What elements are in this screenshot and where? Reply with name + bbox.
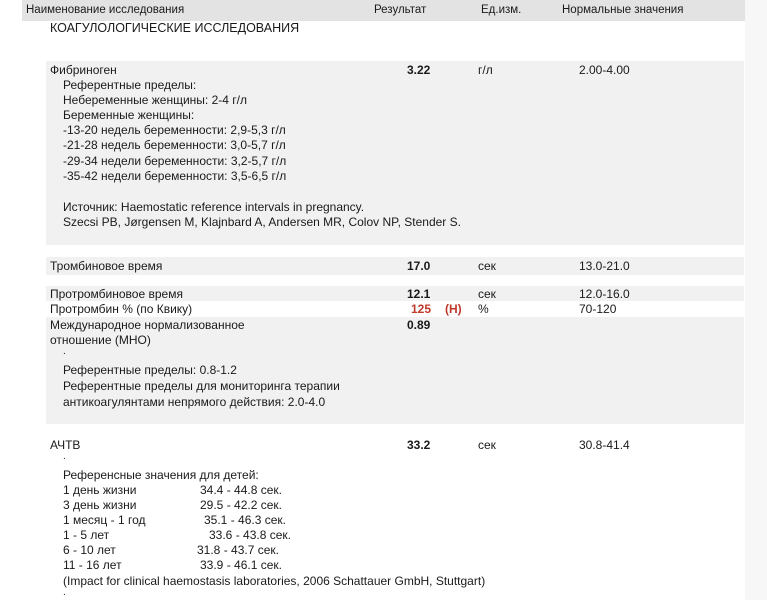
fibrinogen-note: Беременные женщины:: [63, 108, 195, 122]
aptt-norm: 30.8-41.4: [579, 438, 630, 452]
prothrombin-pct-name: Протромбин % (по Квику): [50, 302, 193, 316]
thrombin-unit: сек: [478, 259, 496, 273]
aptt-dot: .: [63, 451, 66, 462]
fibrinogen-name: Фибриноген: [50, 63, 117, 77]
thrombin-name: Тромбиновое время: [50, 259, 163, 273]
fibrinogen-note: -13-20 недель беременности: 2,9-5,3 г/л: [63, 123, 286, 137]
fibrinogen-note: -29-34 недели беременности: 3,2-5,7 г/л: [63, 154, 287, 168]
prothrombin-time-norm: 12.0-16.0: [579, 287, 630, 301]
fibrinogen-source: Источник: Haemostatic reference intervals in pregnancy.: [63, 200, 365, 214]
fibrinogen-note: Референтные пределы:: [63, 78, 197, 92]
thrombin-result: 17.0: [407, 259, 431, 273]
aptt-range: 33.9 - 46.1 сек.: [200, 558, 282, 572]
header-result: Результат: [374, 4, 427, 16]
prothrombin-pct-result: 125: [411, 302, 432, 316]
fibrinogen-result: 3.22: [407, 63, 431, 77]
aptt-name: АЧТВ: [50, 438, 81, 452]
fibrinogen-unit: г/л: [478, 63, 493, 77]
prothrombin-pct-unit: %: [478, 302, 489, 316]
aptt-range: 35.1 - 46.3 сек.: [204, 513, 286, 527]
aptt-result: 33.2: [407, 438, 431, 452]
prothrombin-time-name: Протромбиновое время: [50, 287, 183, 301]
aptt-age: 1 - 5 лет: [63, 528, 110, 542]
aptt-age: 1 день жизни: [63, 483, 137, 497]
header-norm: Нормальные значения: [562, 4, 684, 16]
inr-name-line2: отношение (МНО): [50, 333, 151, 347]
aptt-unit: сек: [478, 438, 496, 452]
prothrombin-time-result: 12.1: [407, 287, 431, 301]
aptt-range: 33.6 - 43.8 сек.: [209, 528, 291, 542]
aptt-range: 29.5 - 42.2 сек.: [200, 498, 282, 512]
page-edge-shadow: [745, 0, 767, 600]
fibrinogen-note: -35-42 недели беременности: 3,5-6,5 г/л: [63, 169, 287, 183]
fibrinogen-norm: 2.00-4.00: [579, 63, 630, 77]
header-name: Наименование исследования: [26, 4, 185, 16]
aptt-age: 1 месяц - 1 год: [63, 513, 146, 527]
fibrinogen-note: -21-28 недель беременности: 3,0-5,7 г/л: [63, 138, 286, 152]
aptt-age: 6 - 10 лет: [63, 543, 116, 557]
header-unit: Ед.изм.: [481, 4, 522, 16]
aptt-age: 3 день жизни: [63, 498, 137, 512]
aptt-dot-end: .: [63, 587, 66, 598]
prothrombin-pct-norm: 70-120: [579, 302, 617, 316]
inr-result: 0.89: [407, 318, 431, 332]
fibrinogen-authors: Szecsi PB, Jørgensen M, Klajnbard A, Andersen MR, Colov NP, Stender S.: [63, 215, 461, 229]
aptt-range: 31.8 - 43.7 сек.: [197, 543, 279, 557]
inr-note: антикоагулянтами непрямого действия: 2.0-4.0: [63, 395, 326, 409]
prothrombin-time-unit: сек: [478, 287, 496, 301]
inr-name: Международное нормализованное: [50, 318, 245, 332]
aptt-range: 34.4 - 44.8 сек.: [200, 483, 282, 497]
inr-note: Референтные пределы: 0.8-1.2: [63, 363, 237, 377]
inr-note: Референтные пределы для мониторинга терапии: [63, 379, 340, 393]
aptt-source: (Impact for clinical haemostasis laboratories, 2006 Schattauer GmbH, Stuttgart): [63, 574, 486, 588]
aptt-age: 11 - 16 лет: [63, 558, 122, 572]
section-title: КОАГУЛОЛОГИЧЕСКИЕ ИССЛЕДОВАНИЯ: [50, 21, 300, 35]
thrombin-norm: 13.0-21.0: [579, 259, 630, 273]
aptt-notes-title: Референсные значения для детей:: [63, 468, 259, 482]
high-flag-badge: (H): [445, 302, 462, 316]
inr-dot: .: [63, 346, 66, 357]
fibrinogen-note: Небеременные женщины: 2-4 г/л: [63, 93, 247, 107]
